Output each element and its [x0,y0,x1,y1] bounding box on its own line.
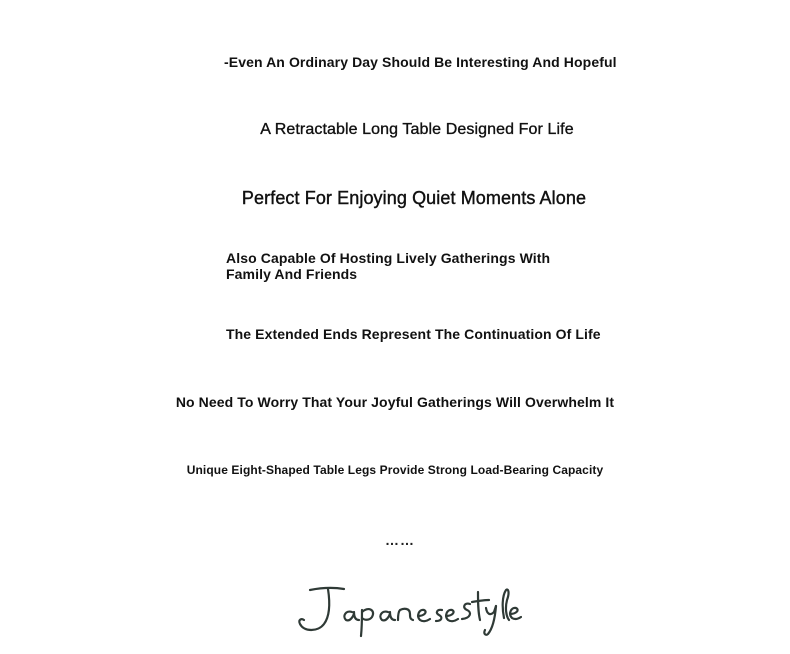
line-gatherings: Also Capable Of Hosting Lively Gatherings With Family And Friends [226,250,551,282]
headline-quiet-moments: Perfect For Enjoying Quiet Moments Alone [241,188,587,208]
ellipsis-text: …… [385,532,415,548]
line-table-legs: Unique Eight-Shaped Table Legs Provide Strong Load-Bearing Capacity [186,463,604,477]
japanese-style-logo [292,582,522,642]
line-joyful-gatherings: No Need To Worry That Your Joyful Gatherings Will Overwhelm It [175,394,615,410]
headline-retractable-table: A Retractable Long Table Designed For Life [260,121,574,138]
line-extended-ends: The Extended Ends Represent The Continuation Of Life [226,326,601,342]
intro-line: -Even An Ordinary Day Should Be Interesting And Hopeful [224,54,617,70]
